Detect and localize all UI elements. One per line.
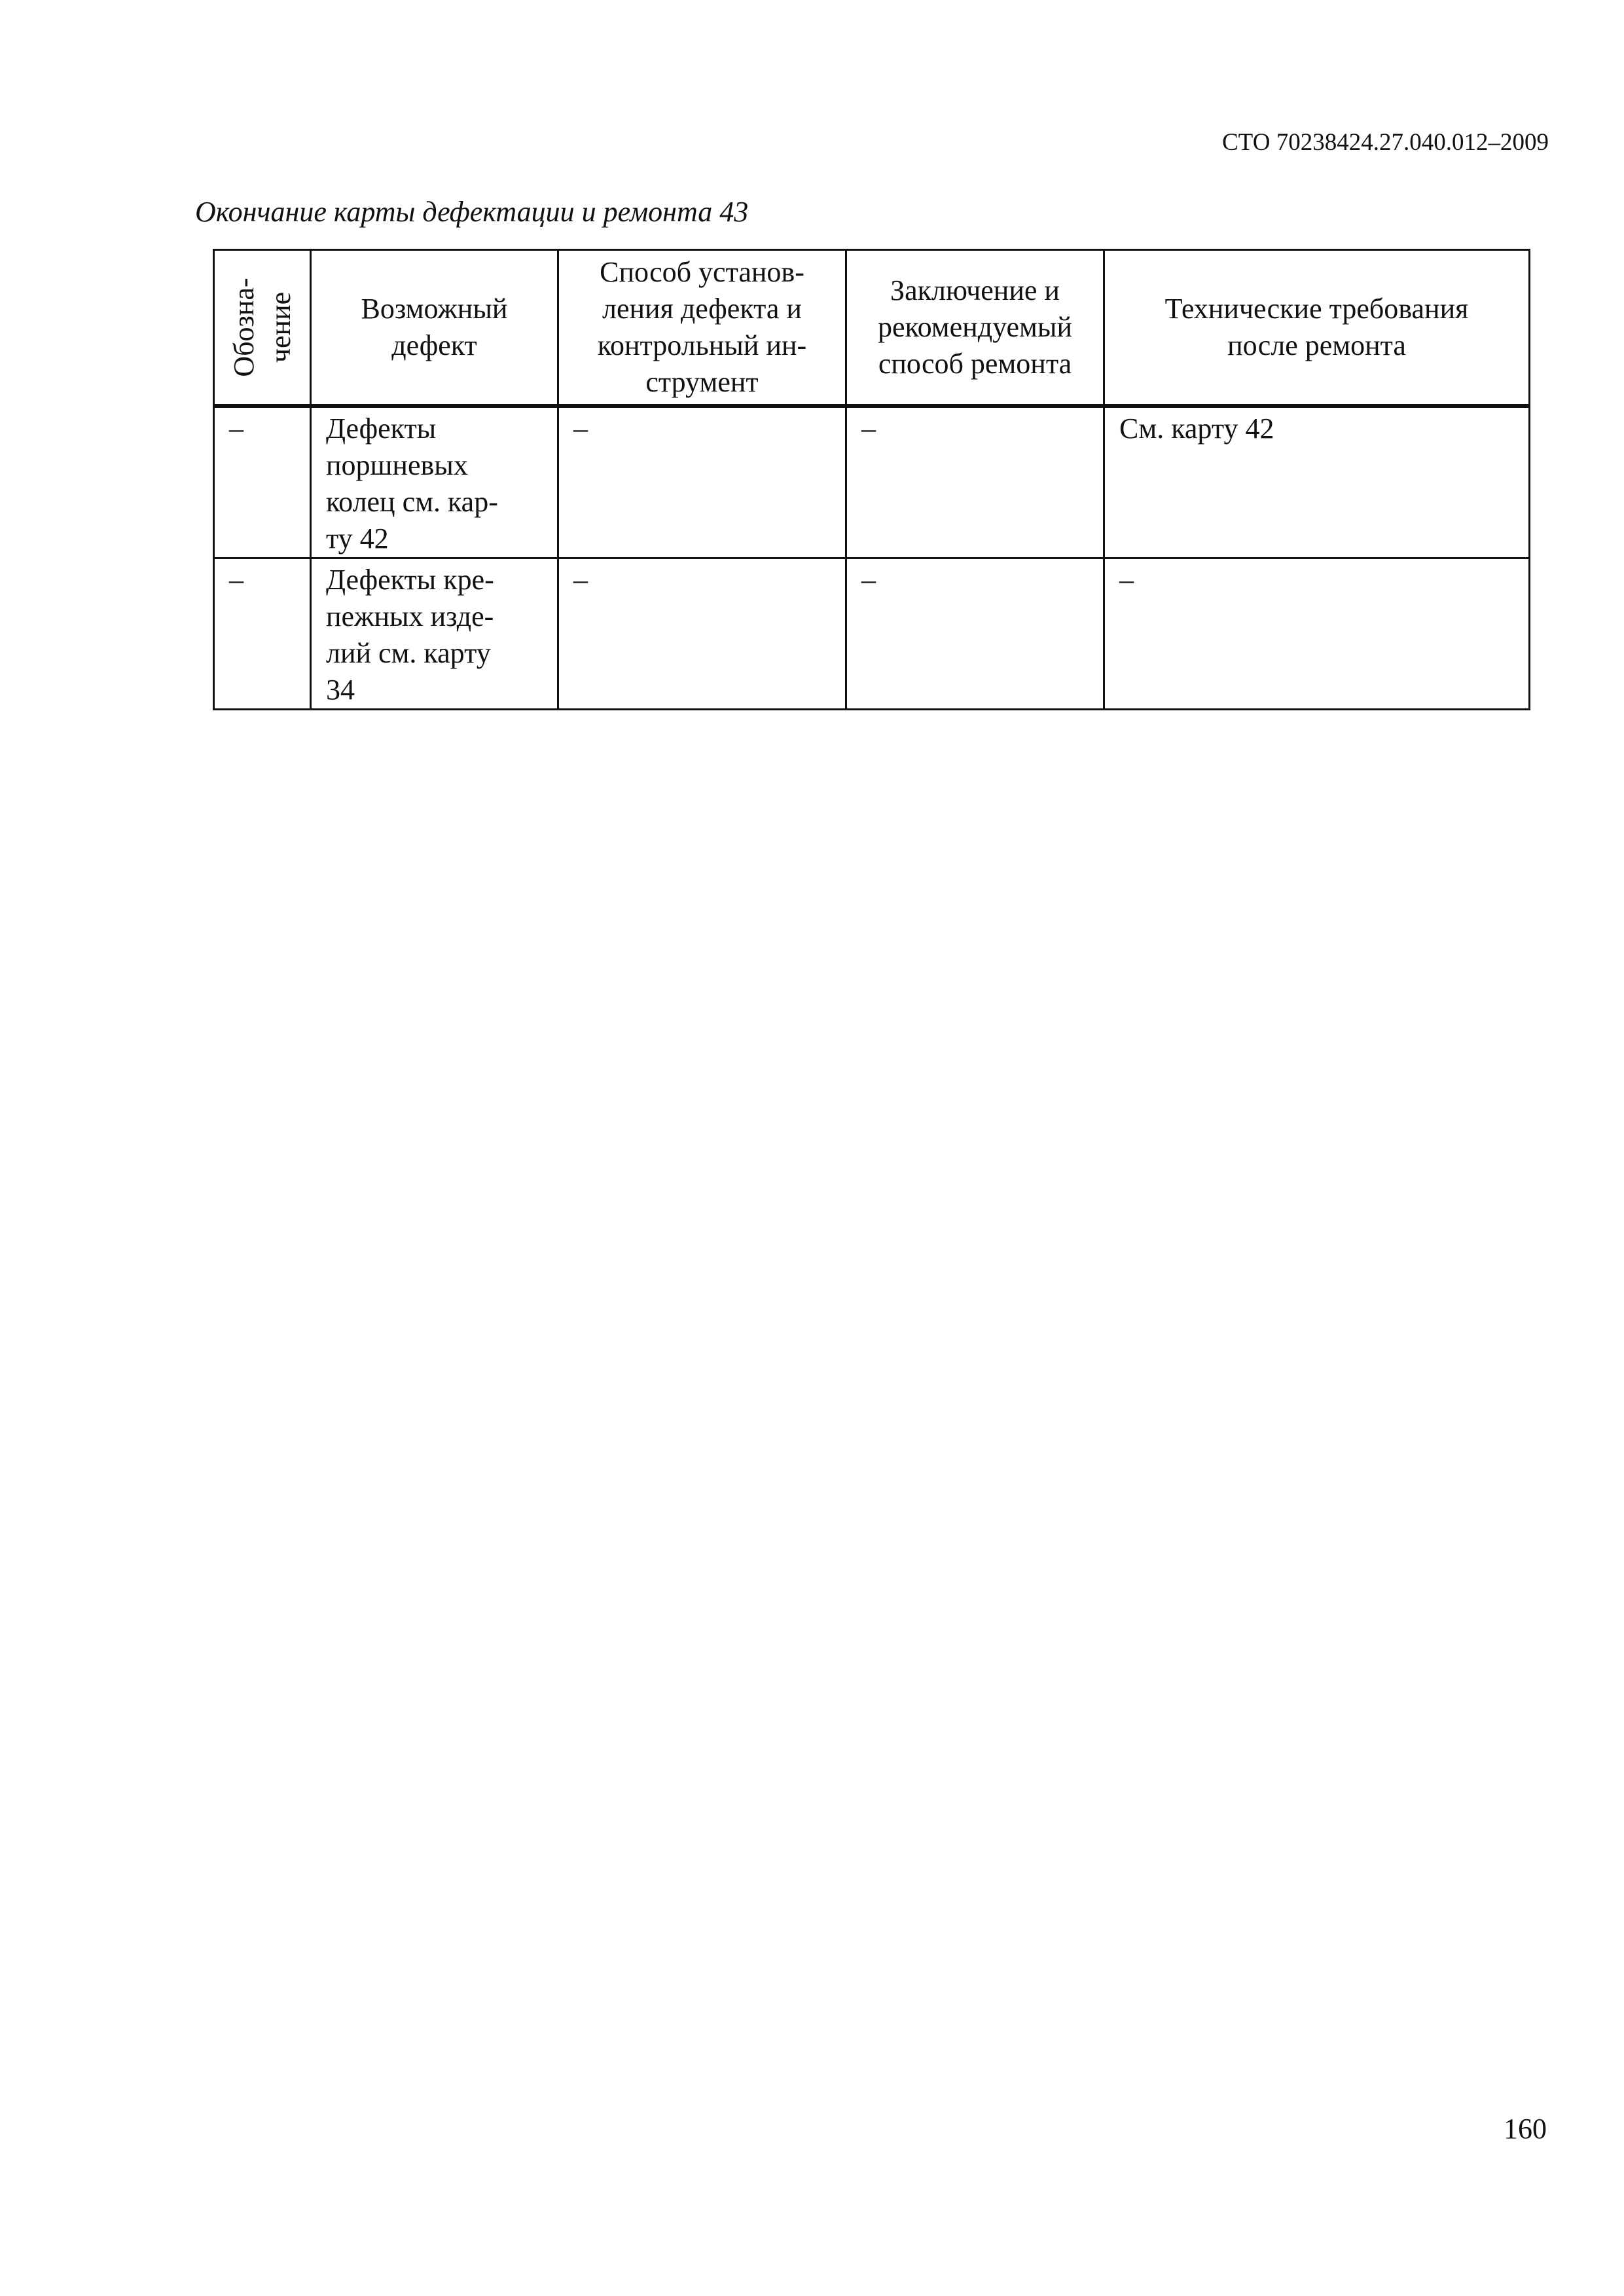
cell-conclusion: –: [846, 406, 1104, 558]
cell-requirements: –: [1104, 558, 1530, 710]
cell-line: лий см. карту: [326, 637, 491, 669]
cell-requirements: См. карту 42: [1104, 406, 1530, 558]
header-line: дефект: [391, 329, 477, 361]
defect-repair-table: [213, 249, 1528, 710]
table-row: [214, 406, 1530, 558]
cell-defect: [311, 558, 558, 710]
cell-conclusion: –: [846, 558, 1104, 710]
header-line: после ремонта: [1227, 329, 1406, 361]
table: [213, 249, 1530, 710]
cell-designation: –: [214, 558, 311, 710]
cell-designation: –: [214, 406, 311, 558]
column-header-conclusion: [846, 250, 1104, 407]
column-header-detection-method: [558, 250, 846, 407]
cell-line: пежных изде-: [326, 600, 494, 632]
cell-method: –: [558, 558, 846, 710]
header-line: струмент: [645, 366, 759, 398]
cell-method: –: [558, 406, 846, 558]
cell-defect: [311, 406, 558, 558]
cell-line: Дефекты кре-: [326, 564, 494, 596]
header-line: Возможный: [361, 293, 508, 325]
cell-line: колец см. кар-: [326, 486, 498, 518]
table-row: [214, 558, 1530, 710]
table-caption: Окончание карты дефектации и ремонта 43: [195, 196, 749, 228]
column-header-possible-defect: [311, 250, 558, 407]
cell-line: ту 42: [326, 522, 389, 555]
header-line: Способ установ-: [600, 256, 804, 288]
cell-line: 34: [326, 674, 355, 706]
page-number: 160: [1504, 2113, 1547, 2145]
column-header-designation: [214, 250, 311, 407]
header-line: Технические требования: [1164, 293, 1469, 325]
document-code: СТО 70238424.27.040.012–2009: [1221, 129, 1549, 156]
cell-line: поршневых: [326, 449, 468, 481]
column-header-requirements: [1104, 250, 1530, 407]
header-line: Обозна-: [227, 278, 260, 377]
header-line: рекомендуемый: [877, 311, 1073, 343]
header-line: чение: [264, 291, 297, 363]
table-header-row: [214, 250, 1530, 407]
header-line: способ ремонта: [878, 348, 1072, 380]
header-line: контрольный ин-: [597, 329, 807, 361]
header-line: Заключение и: [890, 274, 1060, 306]
cell-line: Дефекты: [326, 412, 437, 445]
header-line: ления дефекта и: [602, 293, 802, 325]
column-header-designation-text: [226, 278, 299, 376]
